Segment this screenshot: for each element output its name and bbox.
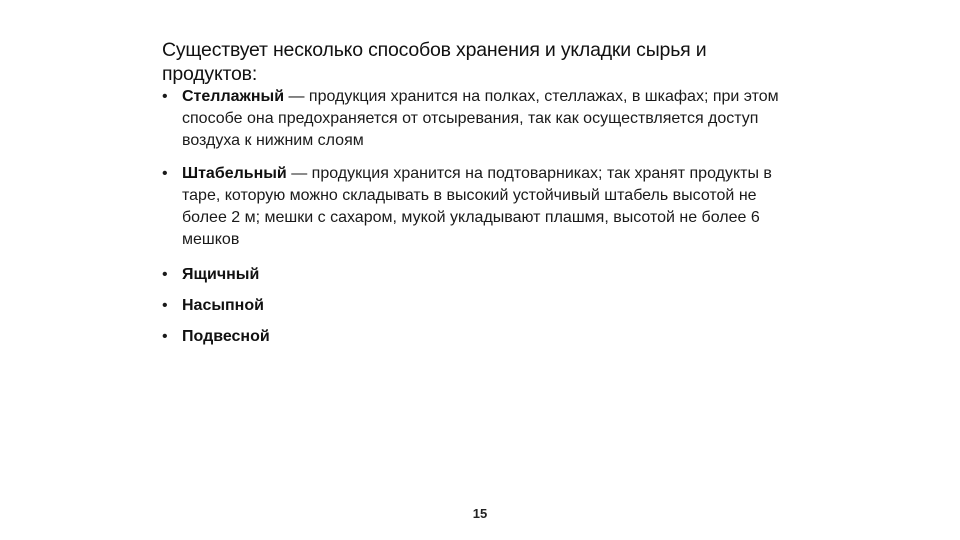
term-shelving: Стеллажный [182, 88, 285, 105]
term-stacking: Штабельный [182, 165, 287, 182]
list-item-bulk [162, 295, 802, 317]
list-item-stacking [162, 163, 802, 251]
list-item-shelving [162, 86, 802, 152]
description-shelving: — продукция хранится на полках, стеллажах, в шкафах; при этом способе она предохраняется от отсыревания, так как осуществляется доступ воздуха к нижним слоям [182, 88, 779, 149]
bullet-icon: • [162, 328, 168, 345]
bullet-icon: • [162, 165, 168, 182]
bullet-icon: • [162, 88, 168, 105]
bullet-icon: • [162, 266, 168, 283]
list-item-hanging [162, 326, 802, 348]
bullet-icon: • [162, 297, 168, 314]
page-number: 15 [472, 506, 488, 521]
list-item-box [162, 264, 802, 286]
description-stacking: — продукция хранится на подтоварниках; так хранят продукты в таре, которую можно складывать в высокий устойчивый штабель высотой не более 2 м; мешки с сахаром, мукой укладывают плашмя, высотой не более 6 мешков [182, 165, 772, 248]
slide-title: Существует несколько способов хранения и укладки сырья и продуктов: [162, 39, 707, 85]
term-hanging: Подвесной [182, 328, 270, 345]
term-box: Ящичный [182, 266, 260, 283]
storage-methods-list [162, 86, 802, 348]
term-bulk: Насыпной [182, 297, 264, 314]
